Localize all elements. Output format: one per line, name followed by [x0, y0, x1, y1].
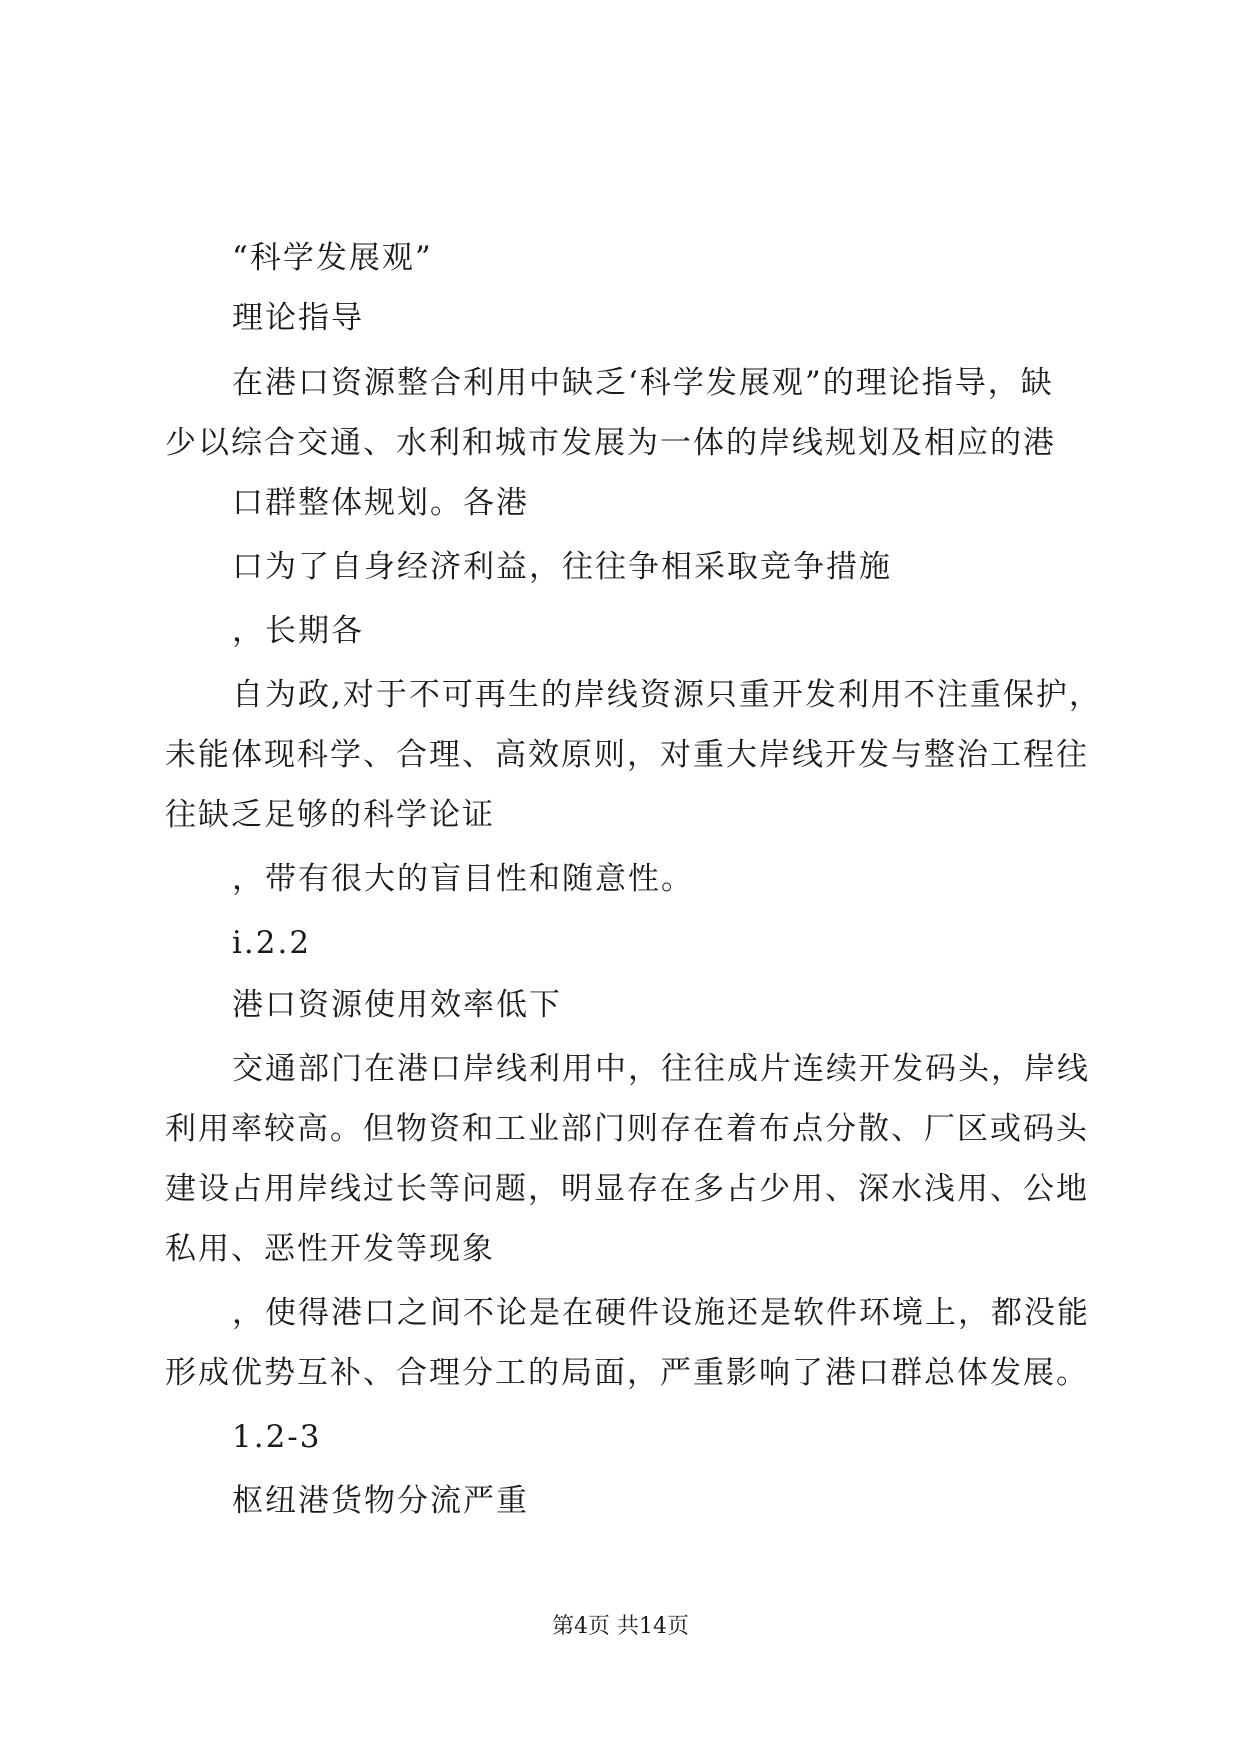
text-line: 理论指导 [232, 300, 364, 336]
section-number: i.2.2 [232, 925, 312, 961]
text-line: ，使得港口之间不论是在硬件设施还是软件环境上，都没能 [232, 1295, 1090, 1331]
text-line: 往缺乏足够的科学论证 [165, 797, 495, 833]
text-line: 自为政,对于不可再生的岸线资源只重开发利用不注重保护， [232, 677, 1102, 713]
text-line: 口群整体规划。各港 [232, 485, 529, 521]
page-footer: 第4页 共14页 [552, 1614, 689, 1639]
text-line: 私用、恶性开发等现象 [165, 1231, 495, 1267]
text-line: 建设占用岸线过长等问题，明显存在多占少用、深水浅用、公地 [165, 1171, 1089, 1207]
text-line: 少以综合交通、水利和城市发展为一体的岸线规划及相应的港 [165, 425, 1056, 461]
text-line: 在港口资源整合利用中缺乏‘科学发展观”的理论指导，缺 [232, 365, 1054, 401]
text-line: 交通部门在港口岸线利用中，往往成片连续开发码头，岸线 [232, 1051, 1090, 1087]
section-number: 1.2-3 [232, 1419, 322, 1455]
text-line: 利用率较高。但物资和工业部门则存在着布点分散、厂区或码头 [165, 1111, 1089, 1147]
text-line: 未能体现科学、合理、高效原则，对重大岸线开发与整治工程往 [165, 737, 1089, 773]
section-heading: 港口资源使用效率低下 [232, 987, 562, 1023]
text-line: ，带有很大的盲目性和随意性。 [232, 861, 694, 897]
section-heading: 枢纽港货物分流严重 [232, 1483, 529, 1519]
text-line: ，长期各 [232, 613, 364, 649]
text-line: “科学发展观” [232, 240, 433, 276]
text-line: 形成优势互补、合理分工的局面，严重影响了港口群总体发展。 [165, 1355, 1089, 1391]
text-line: 口为了自身经济利益，往往争相采取竞争措施 [232, 549, 892, 585]
